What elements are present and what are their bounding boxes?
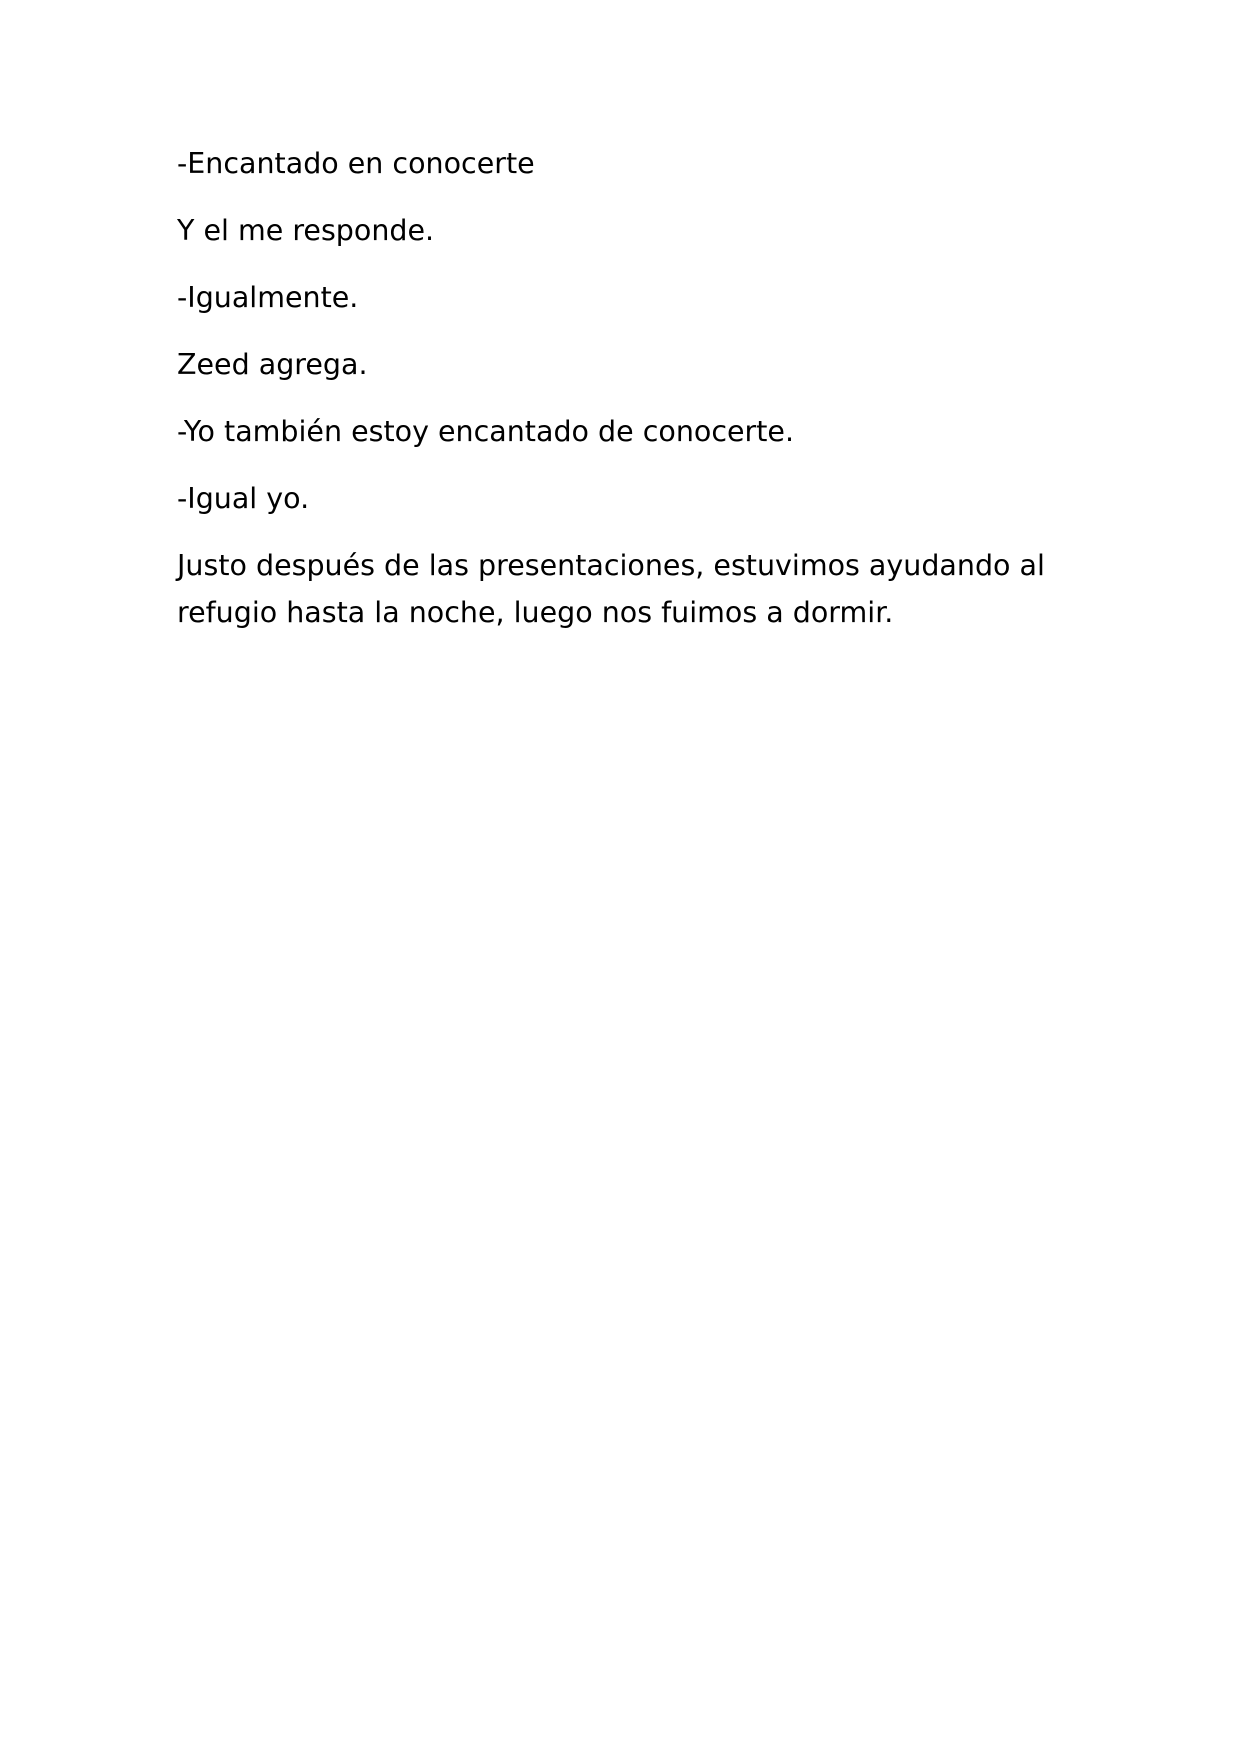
paragraph: Zeed agrega. — [177, 348, 368, 381]
paragraph: -Igual yo. — [177, 482, 310, 515]
document-body — [177, 140, 1057, 656]
paragraph: Y el me responde. — [177, 214, 435, 247]
paragraph: -Yo también estoy encantado de conocerte. — [177, 415, 795, 448]
paragraph: Justo después de las presentaciones, estuvimos ayudando al refugio hasta la noche, luego nos fuimos a dormir. — [177, 549, 1054, 629]
paragraph: -Igualmente. — [177, 281, 359, 314]
paragraph: -Encantado en conocerte — [177, 147, 535, 180]
